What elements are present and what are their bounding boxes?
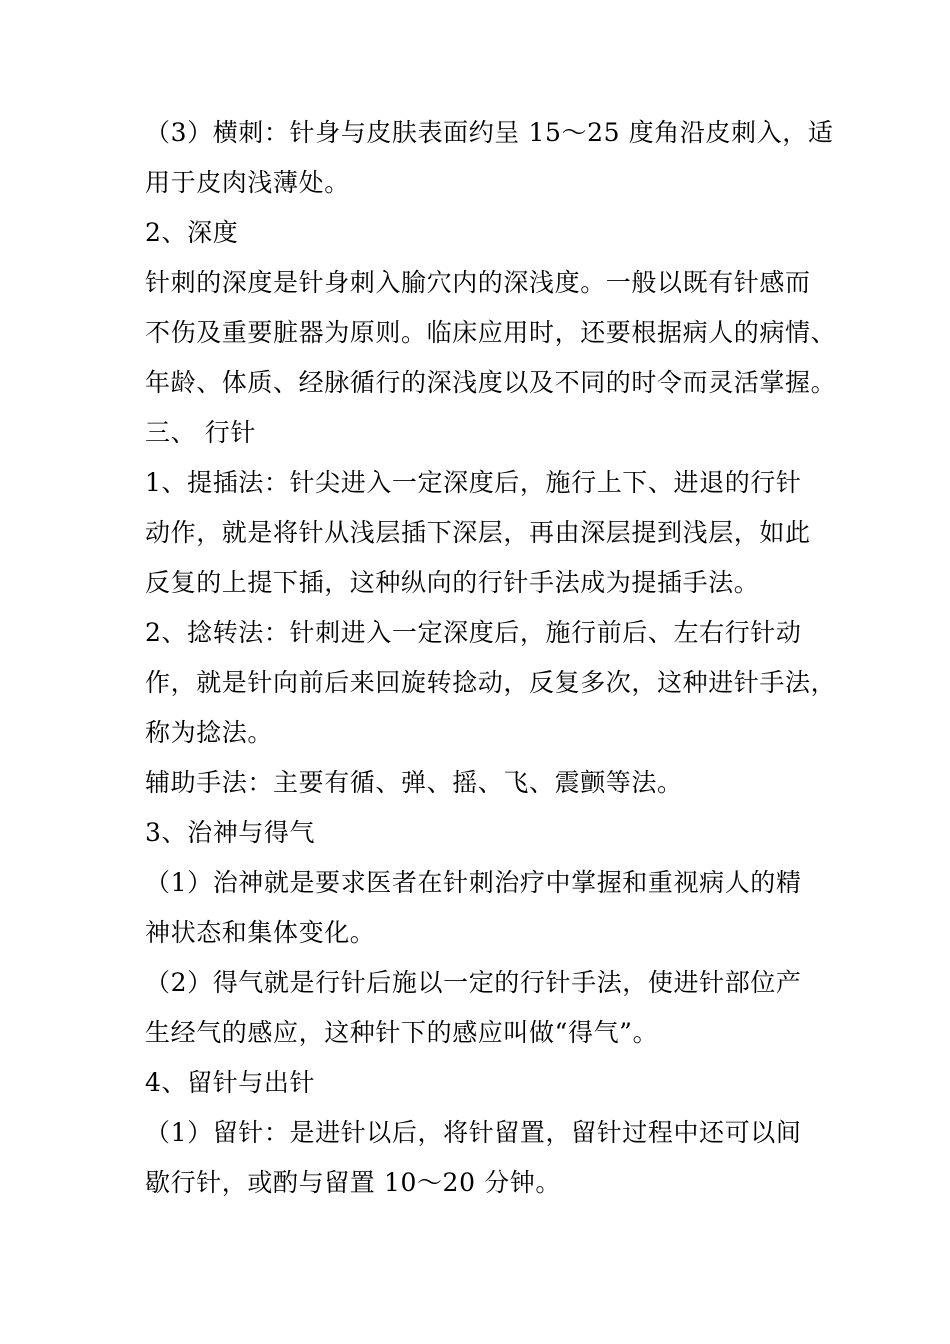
text-line: （3）横刺：针身与皮肤表面约呈 15～25 度角沿皮刺入，适	[145, 118, 834, 147]
text-line: （1）治神就是要求医者在针刺治疗中掌握和重视病人的精	[145, 868, 802, 897]
text-line: 2、捻转法：针刺进入一定深度后，施行前后、左右行针动	[145, 618, 802, 647]
text-line: 动作，就是将针从浅层插下深层，再由深层提到浅层，如此	[145, 518, 811, 547]
text-line: （2）得气就是行针后施以一定的行针手法，使进针部位产	[145, 968, 802, 997]
text-line: 反复的上提下插，这种纵向的行针手法成为提插手法。	[145, 568, 760, 597]
text-line: （1）留针：是进针以后，将针留置，留针过程中还可以间	[145, 1118, 802, 1147]
text-line: 神状态和集体变化。	[145, 918, 376, 947]
text-line: 辅助手法：主要有循、弹、摇、飞、震颤等法。	[145, 768, 683, 797]
text-line: 称为捻法。	[145, 718, 274, 747]
text-line: 作，就是针向前后来回旋转捻动，反复多次，这种进针手法，	[145, 668, 837, 697]
section-heading: 三、 行针	[145, 418, 256, 447]
text-line: 生经气的感应，这种针下的感应叫做“得气”。	[145, 1018, 659, 1047]
text-line: 歇行针，或酌与留置 10～20 分钟。	[145, 1168, 561, 1197]
text-line: 不伤及重要脏器为原则。临床应用时，还要根据病人的病情、	[145, 318, 837, 347]
text-line: 用于皮肉浅薄处。	[145, 168, 350, 197]
section-heading: 3、治神与得气	[145, 818, 316, 847]
text-line: 针刺的深度是针身刺入腧穴内的深浅度。一般以既有针感而	[145, 268, 811, 297]
text-line: 年龄、体质、经脉循行的深浅度以及不同的时令而灵活掌握。	[145, 368, 837, 397]
section-heading: 4、留针与出针	[145, 1068, 316, 1097]
text-line: 1、提插法：针尖进入一定深度后，施行上下、进退的行针	[145, 468, 802, 497]
section-heading: 2、深度	[145, 218, 239, 247]
